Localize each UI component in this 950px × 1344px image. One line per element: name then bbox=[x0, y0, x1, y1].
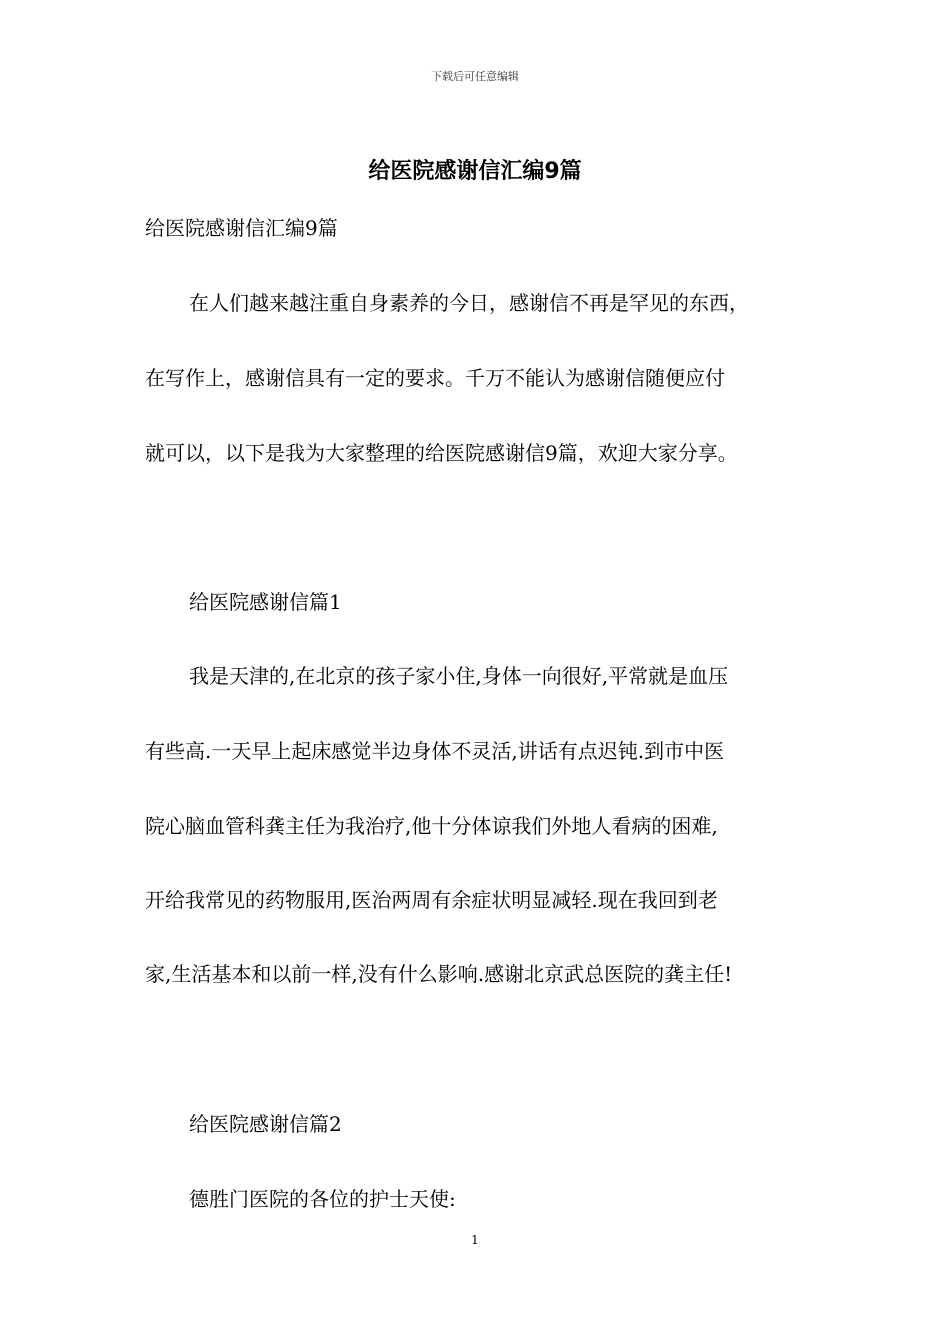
body-line: 院心脑血管科龚主任为我治疗,他十分体谅我们外地人看病的困难, bbox=[145, 814, 718, 838]
page-number: 1 bbox=[471, 1233, 479, 1247]
header-note: 下载后可任意编辑 bbox=[431, 70, 519, 83]
section-heading: 给医院感谢信篇2 bbox=[189, 1112, 342, 1136]
document-title: 给医院感谢信汇编9篇 bbox=[368, 159, 582, 184]
intro-line: 就可以，以下是我为大家整理的给医院感谢信9篇，欢迎大家分享。 bbox=[145, 441, 738, 465]
body-line: 开给我常见的药物服用,医治两周有余症状明显减轻.现在我回到老 bbox=[145, 888, 718, 912]
intro-line: 在写作上，感谢信具有一定的要求。千万不能认为感谢信随便应付 bbox=[145, 366, 725, 390]
body-line: 我是天津的,在北京的孩子家小住,身体一向很好,平常就是血压 bbox=[189, 664, 729, 688]
section-heading: 给医院感谢信篇1 bbox=[189, 590, 342, 614]
body-line: 有些高.一天早上起床感觉半边身体不灵活,讲话有点迟钝.到市中医 bbox=[145, 739, 725, 763]
body-line: 家,生活基本和以前一样,没有什么影响.感谢北京武总医院的龚主任! bbox=[145, 962, 733, 986]
subtitle: 给医院感谢信汇编9篇 bbox=[145, 216, 338, 240]
body-line: 德胜门医院的各位的护士天使: bbox=[189, 1187, 456, 1211]
intro-line: 在人们越来越注重自身素养的今日，感谢信不再是罕见的东西， bbox=[189, 291, 749, 315]
